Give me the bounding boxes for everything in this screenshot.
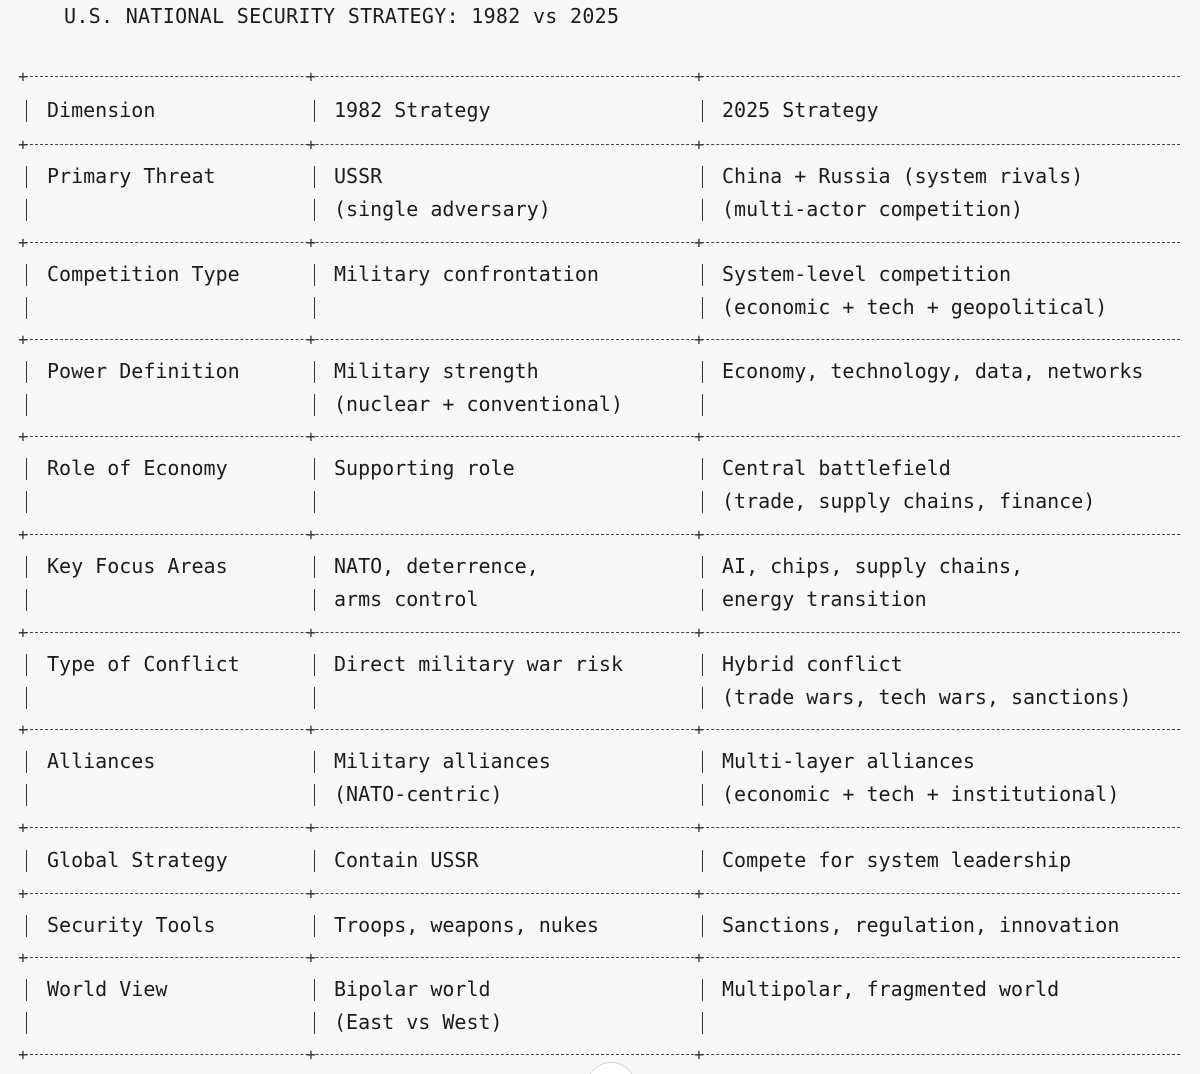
table-border-joint: +: [694, 135, 704, 154]
cell-2025: (trade wars, tech wars, sanctions): [722, 685, 1132, 709]
column-separator: [702, 850, 703, 872]
table-border-joint: +: [694, 884, 704, 903]
cell-dimension: Global Strategy: [47, 848, 228, 872]
cell-dimension: Key Focus Areas: [47, 554, 228, 578]
table-border-joint: +: [18, 948, 28, 967]
table-border-joint: +: [18, 623, 28, 642]
table-border-joint: +: [18, 818, 28, 837]
table-border-joint: +: [306, 1045, 316, 1064]
cell-1982: (East vs West): [334, 1010, 503, 1034]
table-border-joint: +: [18, 525, 28, 544]
cell-1982: USSR: [334, 164, 383, 188]
column-separator: [26, 784, 27, 806]
column-separator: [26, 199, 27, 221]
table-border-line: [20, 436, 1180, 437]
column-separator: [314, 654, 315, 676]
cell-2025: Central battlefield: [722, 456, 951, 480]
table-border-joint: +: [18, 67, 28, 86]
table-border-joint: +: [694, 67, 704, 86]
table-border-joint: +: [694, 427, 704, 446]
cell-1982: (nuclear + conventional): [334, 392, 623, 416]
table-border-joint: +: [694, 818, 704, 837]
column-separator: [314, 915, 315, 937]
column-separator: [702, 264, 703, 286]
cell-2025: (multi-actor competition): [722, 197, 1024, 221]
table-border-joint: +: [306, 427, 316, 446]
table-border-joint: +: [694, 233, 704, 252]
column-separator: [702, 458, 703, 480]
cell-dimension: Role of Economy: [47, 456, 228, 480]
column-separator: [26, 654, 27, 676]
column-separator: [26, 915, 27, 937]
table-border-joint: +: [694, 330, 704, 349]
column-separator: [26, 394, 27, 416]
table-border-line: [20, 632, 1180, 633]
cell-2025: Hybrid conflict: [722, 652, 903, 676]
column-separator: [26, 361, 27, 383]
column-separator: [314, 297, 315, 319]
column-separator: [702, 100, 703, 122]
cell-1982: Military strength: [334, 359, 539, 383]
table-border-joint: +: [306, 330, 316, 349]
table-border-joint: +: [306, 720, 316, 739]
table-border-line: [20, 144, 1180, 145]
column-separator: [702, 297, 703, 319]
cell-2025: Economy, technology, data, networks: [722, 359, 1144, 383]
table-border-joint: +: [18, 1045, 28, 1064]
table-border-joint: +: [18, 330, 28, 349]
cell-2025: System-level competition: [722, 262, 1011, 286]
cell-2025: (trade, supply chains, finance): [722, 489, 1096, 513]
cell-dimension: World View: [47, 977, 168, 1001]
table-border-line: [20, 242, 1180, 243]
cell-2025: Compete for system leadership: [722, 848, 1072, 872]
column-separator: [314, 979, 315, 1001]
cell-dimension: Alliances: [47, 749, 156, 773]
cell-1982: Direct military war risk: [334, 652, 623, 676]
column-separator: [702, 654, 703, 676]
column-separator: [314, 1012, 315, 1034]
cell-1982: Military alliances: [334, 749, 551, 773]
column-separator: [26, 687, 27, 709]
column-separator: [314, 394, 315, 416]
cell-2025: (economic + tech + geopolitical): [722, 295, 1108, 319]
cell-2025: energy transition: [722, 587, 927, 611]
table-border-joint: +: [18, 233, 28, 252]
column-separator: [314, 100, 315, 122]
column-separator: [702, 556, 703, 578]
column-separator: [702, 166, 703, 188]
column-separator: [702, 915, 703, 937]
cell-dimension: Primary Threat: [47, 164, 216, 188]
cell-2025: China + Russia (system rivals): [722, 164, 1084, 188]
column-separator: [26, 491, 27, 513]
cell-1982: Troops, weapons, nukes: [334, 913, 599, 937]
column-separator: [314, 751, 315, 773]
document-title: U.S. NATIONAL SECURITY STRATEGY: 1982 vs 2025: [64, 4, 620, 28]
cell-dimension: Power Definition: [47, 359, 240, 383]
table-border-line: [20, 534, 1180, 535]
cell-1982: (single adversary): [334, 197, 551, 221]
cell-2025: Multipolar, fragmented world: [722, 977, 1060, 1001]
cell-dimension: Security Tools: [47, 913, 216, 937]
table-border-joint: +: [18, 884, 28, 903]
cell-1982: NATO, deterrence,: [334, 554, 539, 578]
column-separator: [26, 458, 27, 480]
table-border-joint: +: [18, 720, 28, 739]
column-separator: [314, 687, 315, 709]
table-border-joint: +: [694, 948, 704, 967]
cell-1982: Military confrontation: [334, 262, 599, 286]
cell-dimension: Competition Type: [47, 262, 240, 286]
column-separator: [702, 1012, 703, 1034]
table-border-joint: +: [18, 135, 28, 154]
column-separator: [314, 361, 315, 383]
column-separator: [314, 589, 315, 611]
table-border-joint: +: [306, 135, 316, 154]
table-border-line: [20, 957, 1180, 958]
column-separator: [314, 491, 315, 513]
column-separator: [702, 491, 703, 513]
header-1982: 1982 Strategy: [334, 98, 491, 122]
column-separator: [702, 199, 703, 221]
table-border-line: [20, 339, 1180, 340]
table-border-line: [20, 729, 1180, 730]
column-separator: [26, 166, 27, 188]
column-separator: [314, 850, 315, 872]
column-separator: [702, 589, 703, 611]
table-border-joint: +: [306, 525, 316, 544]
column-separator: [314, 264, 315, 286]
cell-2025: Sanctions, regulation, innovation: [722, 913, 1120, 937]
column-separator: [26, 556, 27, 578]
table-border-joint: +: [18, 427, 28, 446]
cell-1982: (NATO-centric): [334, 782, 503, 806]
column-separator: [702, 687, 703, 709]
table-border-line: [20, 76, 1180, 77]
cell-2025: (economic + tech + institutional): [722, 782, 1120, 806]
column-separator: [702, 979, 703, 1001]
table-border-line: [20, 1054, 1180, 1055]
table-border-joint: +: [694, 525, 704, 544]
table-border-line: [20, 893, 1180, 894]
cell-2025: AI, chips, supply chains,: [722, 554, 1024, 578]
table-border-joint: +: [306, 818, 316, 837]
table-border-joint: +: [694, 623, 704, 642]
column-separator: [26, 979, 27, 1001]
table-border-joint: +: [306, 948, 316, 967]
column-separator: [702, 361, 703, 383]
header-2025: 2025 Strategy: [722, 98, 879, 122]
column-separator: [26, 297, 27, 319]
table-border-joint: +: [694, 720, 704, 739]
header-dimension: Dimension: [47, 98, 156, 122]
table-border-joint: +: [306, 884, 316, 903]
column-separator: [26, 589, 27, 611]
table-border-line: [20, 827, 1180, 828]
cell-2025: Multi-layer alliances: [722, 749, 975, 773]
cell-dimension: Type of Conflict: [47, 652, 240, 676]
ascii-comparison-table: [20, 64, 1200, 1074]
column-separator: [26, 751, 27, 773]
column-separator: [314, 458, 315, 480]
column-separator: [702, 784, 703, 806]
column-separator: [26, 1012, 27, 1034]
table-border-joint: +: [306, 623, 316, 642]
column-separator: [26, 264, 27, 286]
column-separator: [314, 166, 315, 188]
table-border-joint: +: [694, 1045, 704, 1064]
cell-1982: Contain USSR: [334, 848, 479, 872]
table-border-joint: +: [306, 67, 316, 86]
cell-1982: Supporting role: [334, 456, 515, 480]
column-separator: [314, 556, 315, 578]
column-separator: [26, 850, 27, 872]
column-separator: [702, 751, 703, 773]
column-separator: [702, 394, 703, 416]
column-separator: [314, 199, 315, 221]
cell-1982: arms control: [334, 587, 479, 611]
column-separator: [314, 784, 315, 806]
table-border-joint: +: [306, 233, 316, 252]
cell-1982: Bipolar world: [334, 977, 491, 1001]
column-separator: [26, 100, 27, 122]
